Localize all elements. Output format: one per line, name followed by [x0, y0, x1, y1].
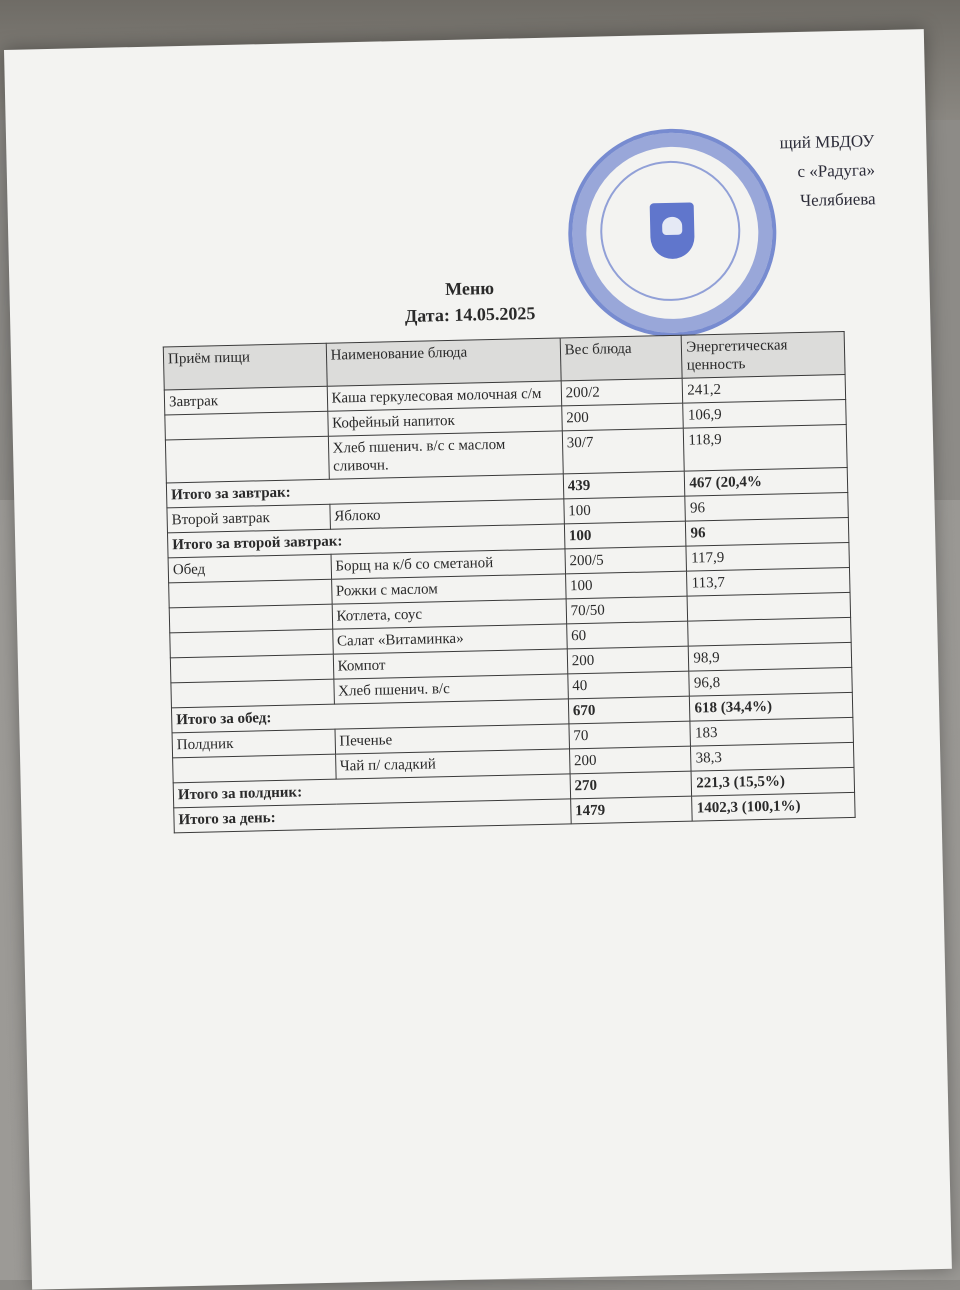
- approval-line: Челябиева: [799, 189, 876, 210]
- approval-line: щий МБДОУ: [779, 131, 875, 153]
- meal-cell: [165, 436, 329, 483]
- weight-cell: 200/2: [561, 378, 683, 406]
- weight-cell: 40: [568, 671, 690, 699]
- dish-cell: Кофейный напиток: [327, 406, 562, 436]
- approval-block: [779, 126, 876, 215]
- page-title: Меню: [444, 277, 495, 300]
- dish-cell: Рожки с маслом: [331, 574, 566, 604]
- dish-cell: Котлета, соус: [332, 599, 567, 629]
- meal-cell: Полдник: [172, 729, 335, 758]
- energy-cell: 618 (34,4%): [690, 692, 853, 721]
- energy-cell: 241,2: [683, 375, 846, 404]
- energy-cell: 106,9: [683, 399, 846, 428]
- weight-cell: 1479: [570, 796, 692, 824]
- meal-cell: [173, 754, 336, 783]
- total-label: Итого за день:: [174, 799, 571, 833]
- energy-cell: 96: [686, 517, 849, 546]
- dish-cell: Печенье: [335, 724, 570, 754]
- menu-table-body: [164, 375, 855, 833]
- total-label: Итого за полдник:: [173, 774, 570, 808]
- weight-cell: 200: [561, 403, 683, 431]
- crest-icon: [650, 202, 695, 259]
- weight-cell: 100: [564, 521, 686, 549]
- dish-cell: Борщ на к/б со сметаной: [331, 549, 566, 579]
- weight-cell: 100: [564, 496, 686, 524]
- meal-cell: Завтрак: [164, 386, 327, 415]
- energy-cell: 183: [690, 717, 853, 746]
- total-label: Итого за завтрак:: [166, 474, 563, 508]
- weight-cell: 200/5: [565, 546, 687, 574]
- meal-cell: Второй завтрак: [167, 504, 330, 533]
- weight-cell: 30/7: [562, 428, 685, 474]
- column-header: Энергетическая ценность: [682, 332, 846, 379]
- energy-cell: 113,7: [687, 567, 850, 596]
- column-header: Вес блюда: [560, 335, 683, 381]
- weight-cell: 60: [566, 621, 688, 649]
- dish-cell: Хлеб пшенич. в/с с маслом сливочн.: [328, 431, 563, 479]
- weight-cell: 70/50: [566, 596, 688, 624]
- meal-cell: [169, 579, 332, 608]
- weight-cell: 670: [568, 696, 690, 724]
- energy-cell: 117,9: [686, 542, 849, 571]
- total-label: Итого за обед:: [171, 699, 568, 733]
- dish-cell: Чай п/ сладкий: [335, 749, 570, 779]
- meal-cell: [170, 629, 333, 658]
- energy-cell: 96,8: [689, 667, 852, 696]
- document-date: Дата: 14.05.2025: [404, 303, 536, 326]
- dish-cell: Компот: [333, 649, 568, 679]
- meal-cell: [165, 411, 328, 440]
- menu-table: [163, 331, 856, 833]
- energy-cell: 467 (20,4%: [685, 467, 848, 496]
- weight-cell: 100: [565, 571, 687, 599]
- column-header: Наименование блюда: [326, 338, 561, 386]
- energy-cell: 96: [685, 492, 848, 521]
- dish-cell: Хлеб пшенич. в/с: [333, 674, 568, 704]
- energy-cell: 1402,3 (100,1%): [692, 792, 855, 821]
- dish-cell: Яблоко: [329, 499, 564, 529]
- meal-cell: [170, 654, 333, 683]
- energy-cell: [687, 592, 850, 621]
- weight-cell: 270: [570, 771, 692, 799]
- meal-cell: [171, 679, 334, 708]
- weight-cell: 70: [569, 721, 691, 749]
- energy-cell: 98,9: [689, 642, 852, 671]
- total-label: Итого за второй завтрак:: [167, 524, 564, 558]
- weight-cell: 439: [563, 471, 685, 499]
- column-header: Приём пищи: [163, 343, 327, 390]
- meal-cell: [169, 604, 332, 633]
- dish-cell: Салат «Витаминка»: [332, 624, 567, 654]
- approval-line: с «Радуга»: [797, 160, 876, 182]
- energy-cell: 118,9: [684, 424, 848, 471]
- energy-cell: 221,3 (15,5%): [691, 767, 854, 796]
- weight-cell: 200: [569, 746, 691, 774]
- menu-document: [4, 29, 952, 1290]
- dish-cell: Каша геркулесовая молочная с/м: [327, 381, 562, 411]
- menu-heading: [9, 265, 930, 338]
- weight-cell: 200: [567, 646, 689, 674]
- meal-cell: Обед: [168, 554, 331, 583]
- energy-cell: 38,3: [691, 742, 854, 771]
- energy-cell: [688, 617, 851, 646]
